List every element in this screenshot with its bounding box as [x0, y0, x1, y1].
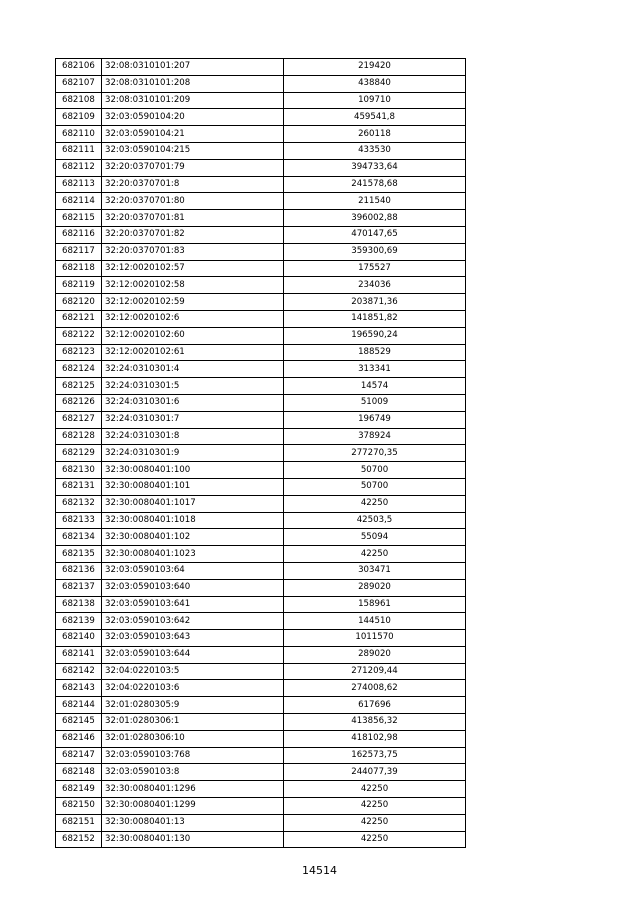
value-cell: 303471 — [284, 562, 466, 579]
table-row — [56, 764, 466, 781]
row-id-cell: 682128 — [56, 428, 102, 445]
cadastral-number-cell: 32:20:0370701:79 — [102, 159, 284, 176]
row-id-cell: 682126 — [56, 394, 102, 411]
cadastral-number-cell: 32:03:0590103:643 — [102, 630, 284, 647]
value-cell: 1011570 — [284, 630, 466, 647]
table-row — [56, 210, 466, 227]
cadastral-number-cell: 32:30:0080401:1299 — [102, 798, 284, 815]
row-id-cell: 682111 — [56, 142, 102, 159]
row-id-cell: 682113 — [56, 176, 102, 193]
table-row — [56, 277, 466, 294]
row-id-cell: 682115 — [56, 210, 102, 227]
cadastral-number-cell: 32:30:0080401:130 — [102, 831, 284, 848]
value-cell: 413856,32 — [284, 714, 466, 731]
value-cell: 42503,5 — [284, 512, 466, 529]
value-cell: 55094 — [284, 529, 466, 546]
value-cell: 438840 — [284, 75, 466, 92]
value-cell: 144510 — [284, 613, 466, 630]
table-row — [56, 630, 466, 647]
row-id-cell: 682123 — [56, 344, 102, 361]
row-id-cell: 682150 — [56, 798, 102, 815]
table-row — [56, 814, 466, 831]
table-row — [56, 310, 466, 327]
row-id-cell: 682120 — [56, 294, 102, 311]
table-row — [56, 159, 466, 176]
row-id-cell: 682124 — [56, 361, 102, 378]
row-id-cell: 682144 — [56, 697, 102, 714]
value-cell: 271209,44 — [284, 663, 466, 680]
row-id-cell: 682139 — [56, 613, 102, 630]
cadastral-number-cell: 32:08:0310101:207 — [102, 59, 284, 76]
row-id-cell: 682122 — [56, 327, 102, 344]
row-id-cell: 682149 — [56, 781, 102, 798]
cadastral-number-cell: 32:12:0020102:6 — [102, 310, 284, 327]
table-row — [56, 646, 466, 663]
cadastral-number-cell: 32:01:0280305:9 — [102, 697, 284, 714]
row-id-cell: 682129 — [56, 445, 102, 462]
value-cell: 289020 — [284, 579, 466, 596]
row-id-cell: 682143 — [56, 680, 102, 697]
row-id-cell: 682110 — [56, 126, 102, 143]
cadastral-number-cell: 32:24:0310301:4 — [102, 361, 284, 378]
row-id-cell: 682121 — [56, 310, 102, 327]
row-id-cell: 682116 — [56, 226, 102, 243]
cadastral-number-cell: 32:20:0370701:80 — [102, 193, 284, 210]
cadastral-number-cell: 32:03:0590103:641 — [102, 596, 284, 613]
value-cell: 42250 — [284, 495, 466, 512]
table-row — [56, 562, 466, 579]
table-row — [56, 546, 466, 563]
cadastral-number-cell: 32:03:0590103:8 — [102, 764, 284, 781]
cadastral-number-cell: 32:30:0080401:1018 — [102, 512, 284, 529]
cadastral-number-cell: 32:12:0020102:60 — [102, 327, 284, 344]
row-id-cell: 682141 — [56, 646, 102, 663]
value-cell: 277270,35 — [284, 445, 466, 462]
cadastral-number-cell: 32:01:0280306:10 — [102, 730, 284, 747]
value-cell: 42250 — [284, 781, 466, 798]
value-cell: 50700 — [284, 462, 466, 479]
cadastral-number-cell: 32:08:0310101:209 — [102, 92, 284, 109]
row-id-cell: 682106 — [56, 59, 102, 76]
table-row — [56, 294, 466, 311]
value-cell: 394733,64 — [284, 159, 466, 176]
value-cell: 42250 — [284, 546, 466, 563]
row-id-cell: 682107 — [56, 75, 102, 92]
cadastral-number-cell: 32:03:0590104:20 — [102, 109, 284, 126]
table-row — [56, 512, 466, 529]
table-row — [56, 730, 466, 747]
row-id-cell: 682114 — [56, 193, 102, 210]
table-row — [56, 394, 466, 411]
cadastral-number-cell: 32:12:0020102:58 — [102, 277, 284, 294]
row-id-cell: 682140 — [56, 630, 102, 647]
cadastral-number-cell: 32:24:0310301:8 — [102, 428, 284, 445]
table-row — [56, 193, 466, 210]
cadastral-number-cell: 32:30:0080401:13 — [102, 814, 284, 831]
table-row — [56, 109, 466, 126]
value-cell: 470147,65 — [284, 226, 466, 243]
value-cell: 418102,98 — [284, 730, 466, 747]
row-id-cell: 682152 — [56, 831, 102, 848]
value-cell: 14574 — [284, 378, 466, 395]
value-cell: 109710 — [284, 92, 466, 109]
row-id-cell: 682118 — [56, 260, 102, 277]
row-id-cell: 682132 — [56, 495, 102, 512]
table-row — [56, 697, 466, 714]
value-cell: 196590,24 — [284, 327, 466, 344]
table-row — [56, 596, 466, 613]
row-id-cell: 682136 — [56, 562, 102, 579]
row-id-cell: 682130 — [56, 462, 102, 479]
row-id-cell: 682125 — [56, 378, 102, 395]
row-id-cell: 682134 — [56, 529, 102, 546]
cadastral-number-cell: 32:24:0310301:7 — [102, 411, 284, 428]
table-row — [56, 75, 466, 92]
value-cell: 188529 — [284, 344, 466, 361]
value-cell: 175527 — [284, 260, 466, 277]
table-row — [56, 663, 466, 680]
value-cell: 42250 — [284, 814, 466, 831]
value-cell: 219420 — [284, 59, 466, 76]
table-row — [56, 680, 466, 697]
cadastral-number-cell: 32:12:0020102:61 — [102, 344, 284, 361]
row-id-cell: 682108 — [56, 92, 102, 109]
value-cell: 433530 — [284, 142, 466, 159]
cadastral-number-cell: 32:30:0080401:1296 — [102, 781, 284, 798]
cadastral-number-cell: 32:04:0220103:5 — [102, 663, 284, 680]
row-id-cell: 682148 — [56, 764, 102, 781]
cadastral-number-cell: 32:03:0590103:640 — [102, 579, 284, 596]
table-row — [56, 714, 466, 731]
cadastral-number-cell: 32:01:0280306:1 — [102, 714, 284, 731]
table-body — [56, 59, 466, 848]
value-cell: 162573,75 — [284, 747, 466, 764]
cadastral-number-cell: 32:12:0020102:57 — [102, 260, 284, 277]
table-row — [56, 361, 466, 378]
cadastral-number-cell: 32:24:0310301:6 — [102, 394, 284, 411]
cadastral-number-cell: 32:03:0590104:21 — [102, 126, 284, 143]
cadastral-number-cell: 32:20:0370701:83 — [102, 243, 284, 260]
cadastral-value-table — [55, 58, 466, 848]
value-cell: 459541,8 — [284, 109, 466, 126]
row-id-cell: 682119 — [56, 277, 102, 294]
value-cell: 241578,68 — [284, 176, 466, 193]
cadastral-number-cell: 32:12:0020102:59 — [102, 294, 284, 311]
value-cell: 289020 — [284, 646, 466, 663]
cadastral-number-cell: 32:30:0080401:102 — [102, 529, 284, 546]
table-row — [56, 747, 466, 764]
cadastral-number-cell: 32:24:0310301:5 — [102, 378, 284, 395]
cadastral-number-cell: 32:30:0080401:1017 — [102, 495, 284, 512]
table-row — [56, 126, 466, 143]
value-cell: 50700 — [284, 478, 466, 495]
value-cell: 274008,62 — [284, 680, 466, 697]
value-cell: 158961 — [284, 596, 466, 613]
table-row — [56, 92, 466, 109]
row-id-cell: 682127 — [56, 411, 102, 428]
value-cell: 396002,88 — [284, 210, 466, 227]
value-cell: 196749 — [284, 411, 466, 428]
table-row — [56, 462, 466, 479]
table-row — [56, 495, 466, 512]
row-id-cell: 682146 — [56, 730, 102, 747]
table-row — [56, 378, 466, 395]
row-id-cell: 682147 — [56, 747, 102, 764]
cadastral-number-cell: 32:20:0370701:81 — [102, 210, 284, 227]
cadastral-number-cell: 32:24:0310301:9 — [102, 445, 284, 462]
table-row — [56, 344, 466, 361]
value-cell: 141851,82 — [284, 310, 466, 327]
table-row — [56, 781, 466, 798]
page-number: 14514 — [302, 864, 337, 877]
row-id-cell: 682112 — [56, 159, 102, 176]
table-row — [56, 327, 466, 344]
row-id-cell: 682133 — [56, 512, 102, 529]
cadastral-number-cell: 32:08:0310101:208 — [102, 75, 284, 92]
value-cell: 359300,69 — [284, 243, 466, 260]
table-row — [56, 798, 466, 815]
value-cell: 313341 — [284, 361, 466, 378]
row-id-cell: 682135 — [56, 546, 102, 563]
cadastral-number-cell: 32:30:0080401:101 — [102, 478, 284, 495]
table-row — [56, 428, 466, 445]
table-row — [56, 226, 466, 243]
value-cell: 244077,39 — [284, 764, 466, 781]
value-cell: 378924 — [284, 428, 466, 445]
row-id-cell: 682131 — [56, 478, 102, 495]
cadastral-number-cell: 32:03:0590104:215 — [102, 142, 284, 159]
value-cell: 42250 — [284, 798, 466, 815]
table-row — [56, 529, 466, 546]
value-cell: 234036 — [284, 277, 466, 294]
value-cell: 42250 — [284, 831, 466, 848]
row-id-cell: 682142 — [56, 663, 102, 680]
table-row — [56, 59, 466, 76]
table-row — [56, 478, 466, 495]
table-row — [56, 445, 466, 462]
value-cell: 51009 — [284, 394, 466, 411]
value-cell: 203871,36 — [284, 294, 466, 311]
table-row — [56, 142, 466, 159]
value-cell: 260118 — [284, 126, 466, 143]
cadastral-number-cell: 32:03:0590103:644 — [102, 646, 284, 663]
table-row — [56, 613, 466, 630]
table-row — [56, 243, 466, 260]
value-cell: 617696 — [284, 697, 466, 714]
table-row — [56, 411, 466, 428]
cadastral-number-cell: 32:20:0370701:82 — [102, 226, 284, 243]
cadastral-number-cell: 32:30:0080401:100 — [102, 462, 284, 479]
table-row — [56, 579, 466, 596]
cadastral-number-cell: 32:03:0590103:642 — [102, 613, 284, 630]
row-id-cell: 682151 — [56, 814, 102, 831]
cadastral-number-cell: 32:03:0590103:768 — [102, 747, 284, 764]
row-id-cell: 682117 — [56, 243, 102, 260]
table-row — [56, 176, 466, 193]
table-row — [56, 831, 466, 848]
cadastral-number-cell: 32:03:0590103:64 — [102, 562, 284, 579]
value-cell: 211540 — [284, 193, 466, 210]
row-id-cell: 682138 — [56, 596, 102, 613]
cadastral-number-cell: 32:30:0080401:1023 — [102, 546, 284, 563]
row-id-cell: 682145 — [56, 714, 102, 731]
cadastral-number-cell: 32:20:0370701:8 — [102, 176, 284, 193]
row-id-cell: 682137 — [56, 579, 102, 596]
row-id-cell: 682109 — [56, 109, 102, 126]
cadastral-number-cell: 32:04:0220103:6 — [102, 680, 284, 697]
table-row — [56, 260, 466, 277]
